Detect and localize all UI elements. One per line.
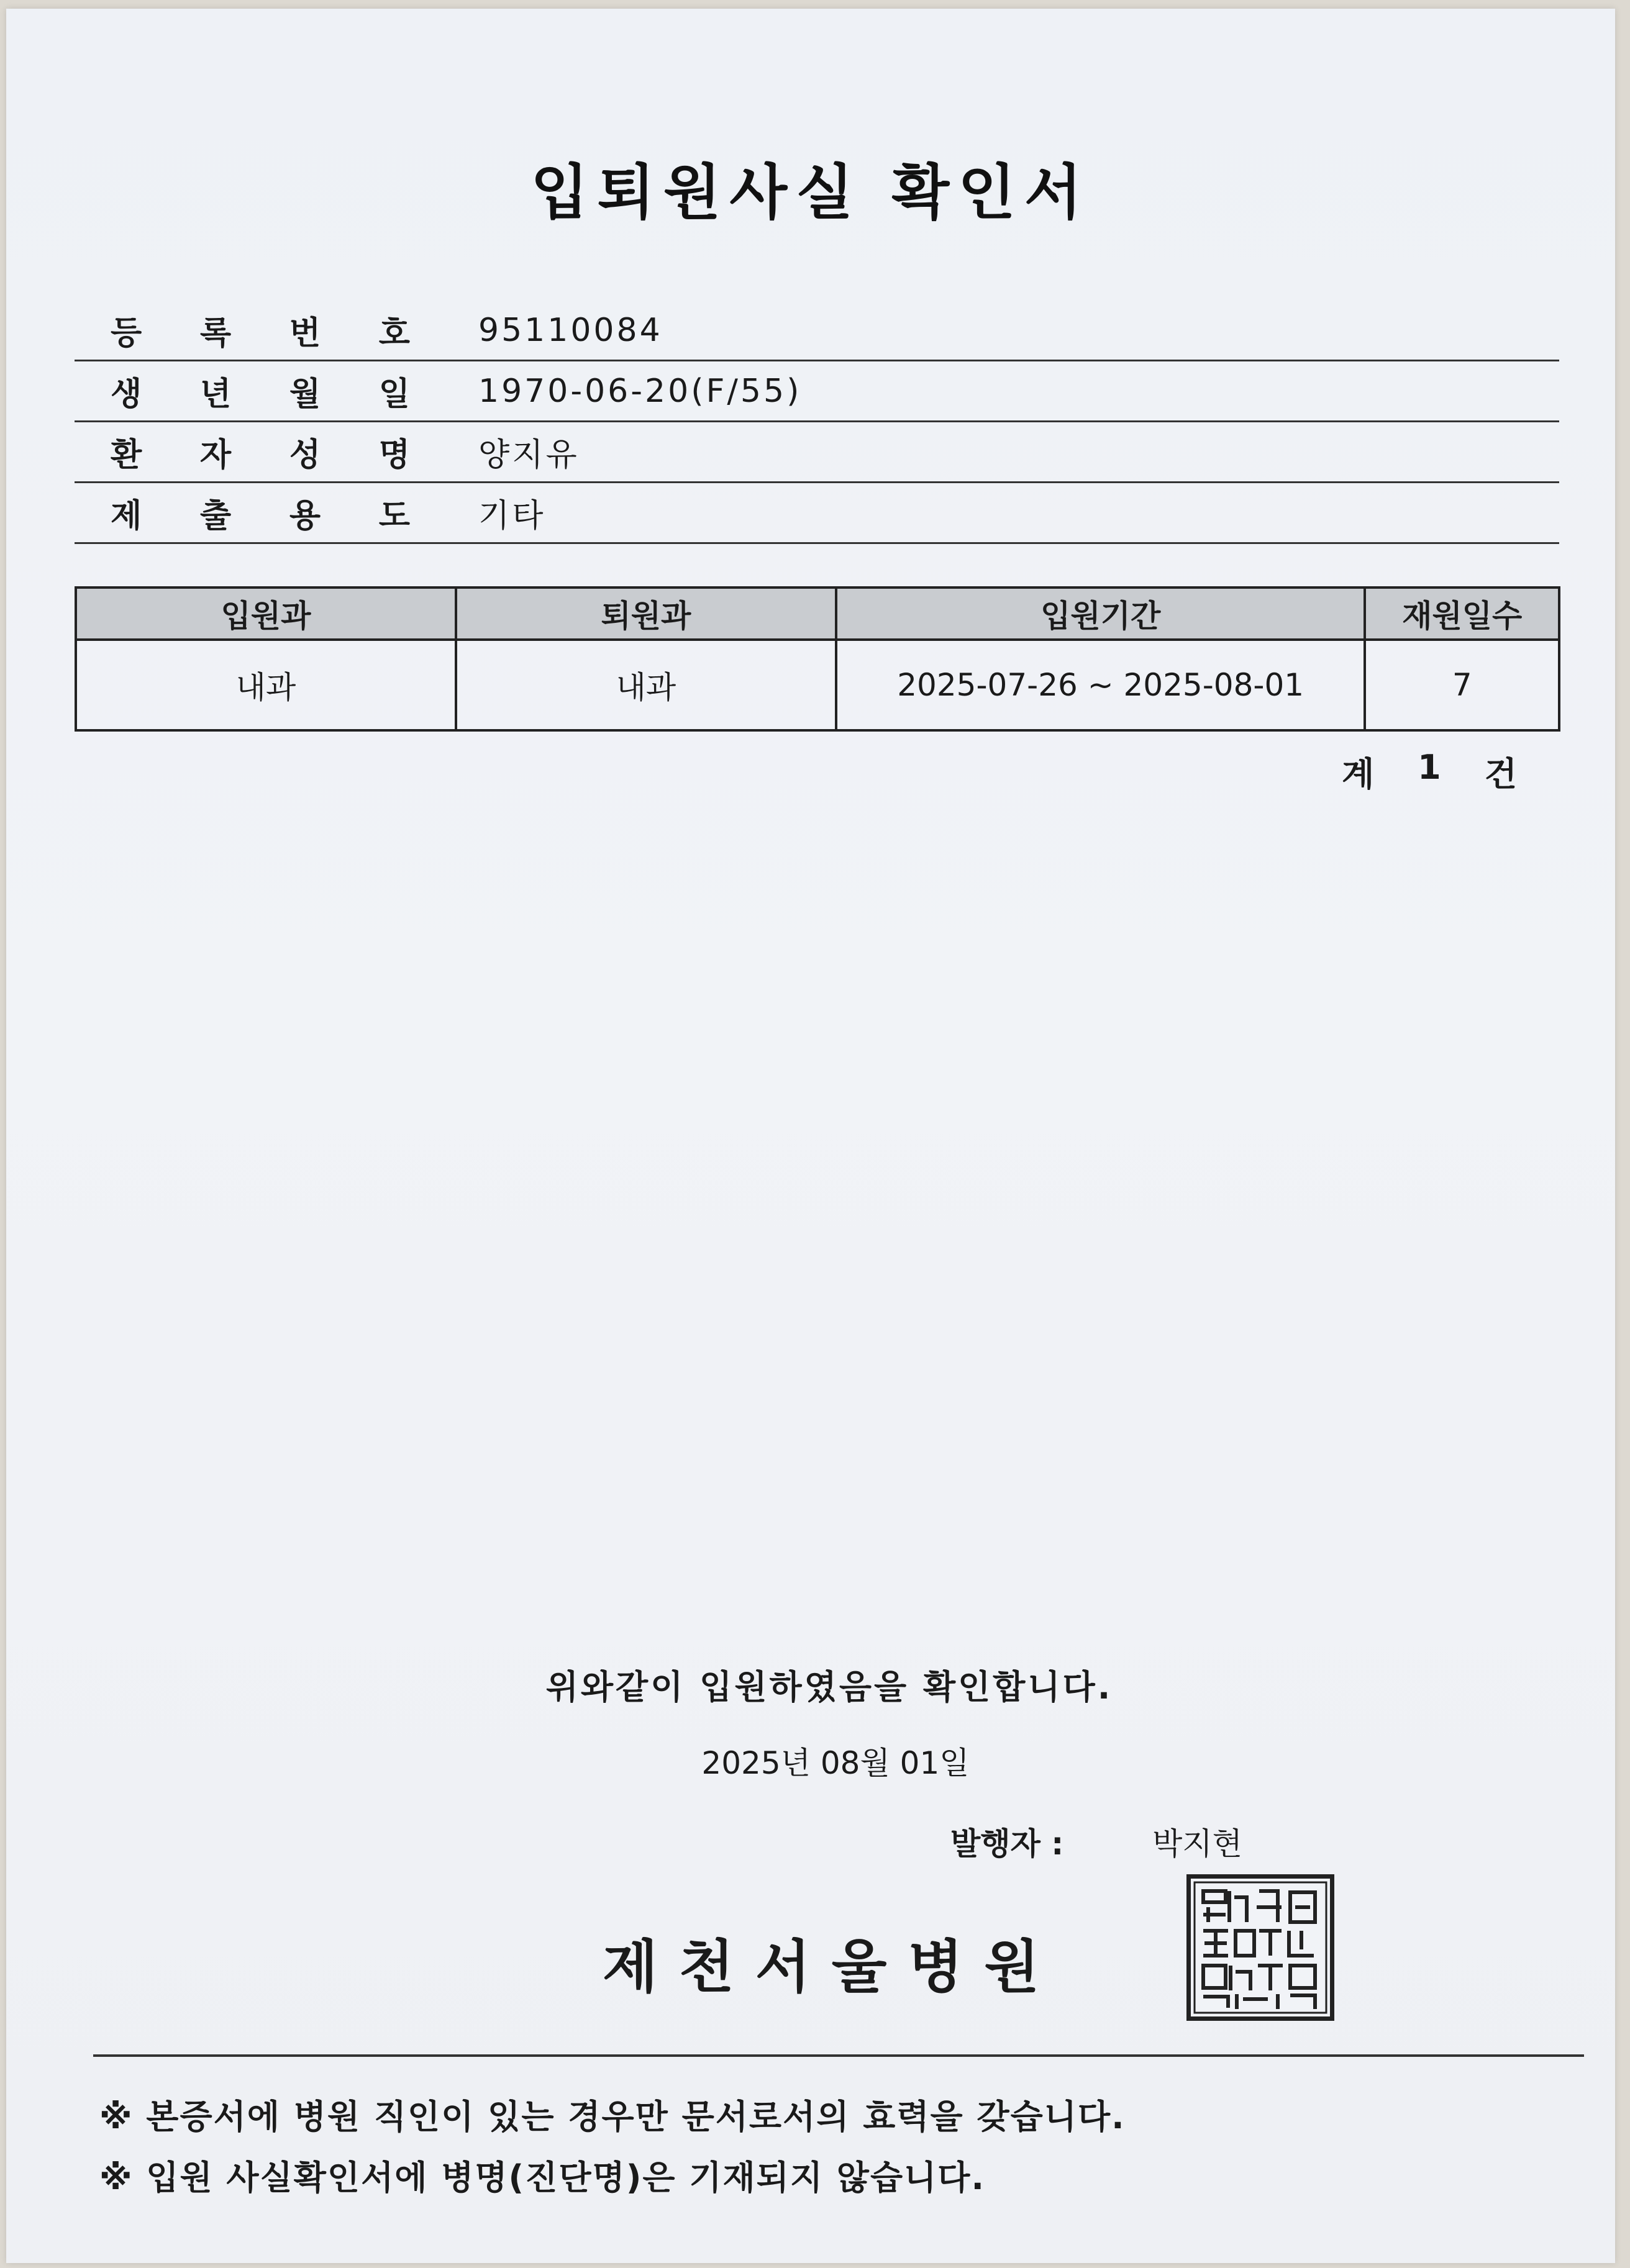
col-header-admission-dept: 입원과 bbox=[76, 587, 456, 640]
submission-purpose: 기타 bbox=[478, 497, 546, 535]
record-count: 계 1 건 bbox=[1342, 748, 1517, 794]
note-no-diagnosis: ※ 입원 사실확인서에 병명(진단명)은 기재되지 않습니다. bbox=[99, 2158, 985, 2197]
info-label: 생 년 월 일 bbox=[111, 376, 410, 413]
patient-name: 양지유 bbox=[478, 437, 580, 474]
admission-table bbox=[75, 586, 1560, 732]
confirmation-statement: 위와같이 입원하였음을 확인합니다. bbox=[545, 1667, 1113, 1707]
document-title: 입퇴원사실 확인서 bbox=[530, 158, 1091, 227]
document-page bbox=[6, 9, 1615, 2263]
col-header-stay-days: 재원일수 bbox=[1365, 587, 1559, 640]
col-header-discharge-dept: 퇴원과 bbox=[456, 587, 836, 640]
table-row bbox=[76, 640, 1559, 730]
stay-days: 7 bbox=[1365, 640, 1559, 730]
info-label: 환 자 성 명 bbox=[111, 437, 410, 474]
info-row-registration-number bbox=[75, 301, 1559, 361]
admission-period: 2025-07-26 ~ 2025-08-01 bbox=[836, 640, 1365, 730]
info-label: 등 록 번 호 bbox=[111, 315, 410, 352]
hospital-seal-icon bbox=[1186, 1874, 1334, 2021]
note-seal-validity: ※ 본증서에 병원 직인이 있는 경우만 문서로서의 효력을 갖습니다. bbox=[99, 2097, 1126, 2136]
divider bbox=[93, 2054, 1584, 2057]
registration-number: 95110084 bbox=[478, 311, 663, 349]
table-header-row bbox=[76, 587, 1559, 640]
birth-date: 1970-06-20(F/55) bbox=[478, 372, 802, 410]
info-row-patient-name bbox=[75, 422, 1559, 483]
col-header-admission-period: 입원기간 bbox=[836, 587, 1365, 640]
info-label: 제 출 용 도 bbox=[111, 497, 410, 535]
hospital-name: 제천서울병원 bbox=[603, 1934, 1061, 2000]
admission-dept: 내과 bbox=[76, 640, 456, 730]
patient-info bbox=[75, 301, 1559, 544]
issuer-name: 박지현 bbox=[1152, 1826, 1242, 1862]
info-row-purpose bbox=[75, 483, 1559, 544]
info-row-birth-date bbox=[75, 361, 1559, 422]
issuer-label: 발행자 : bbox=[950, 1826, 1064, 1862]
discharge-dept: 내과 bbox=[456, 640, 836, 730]
issue-date: 2025년 08월 01일 bbox=[701, 1745, 970, 1781]
